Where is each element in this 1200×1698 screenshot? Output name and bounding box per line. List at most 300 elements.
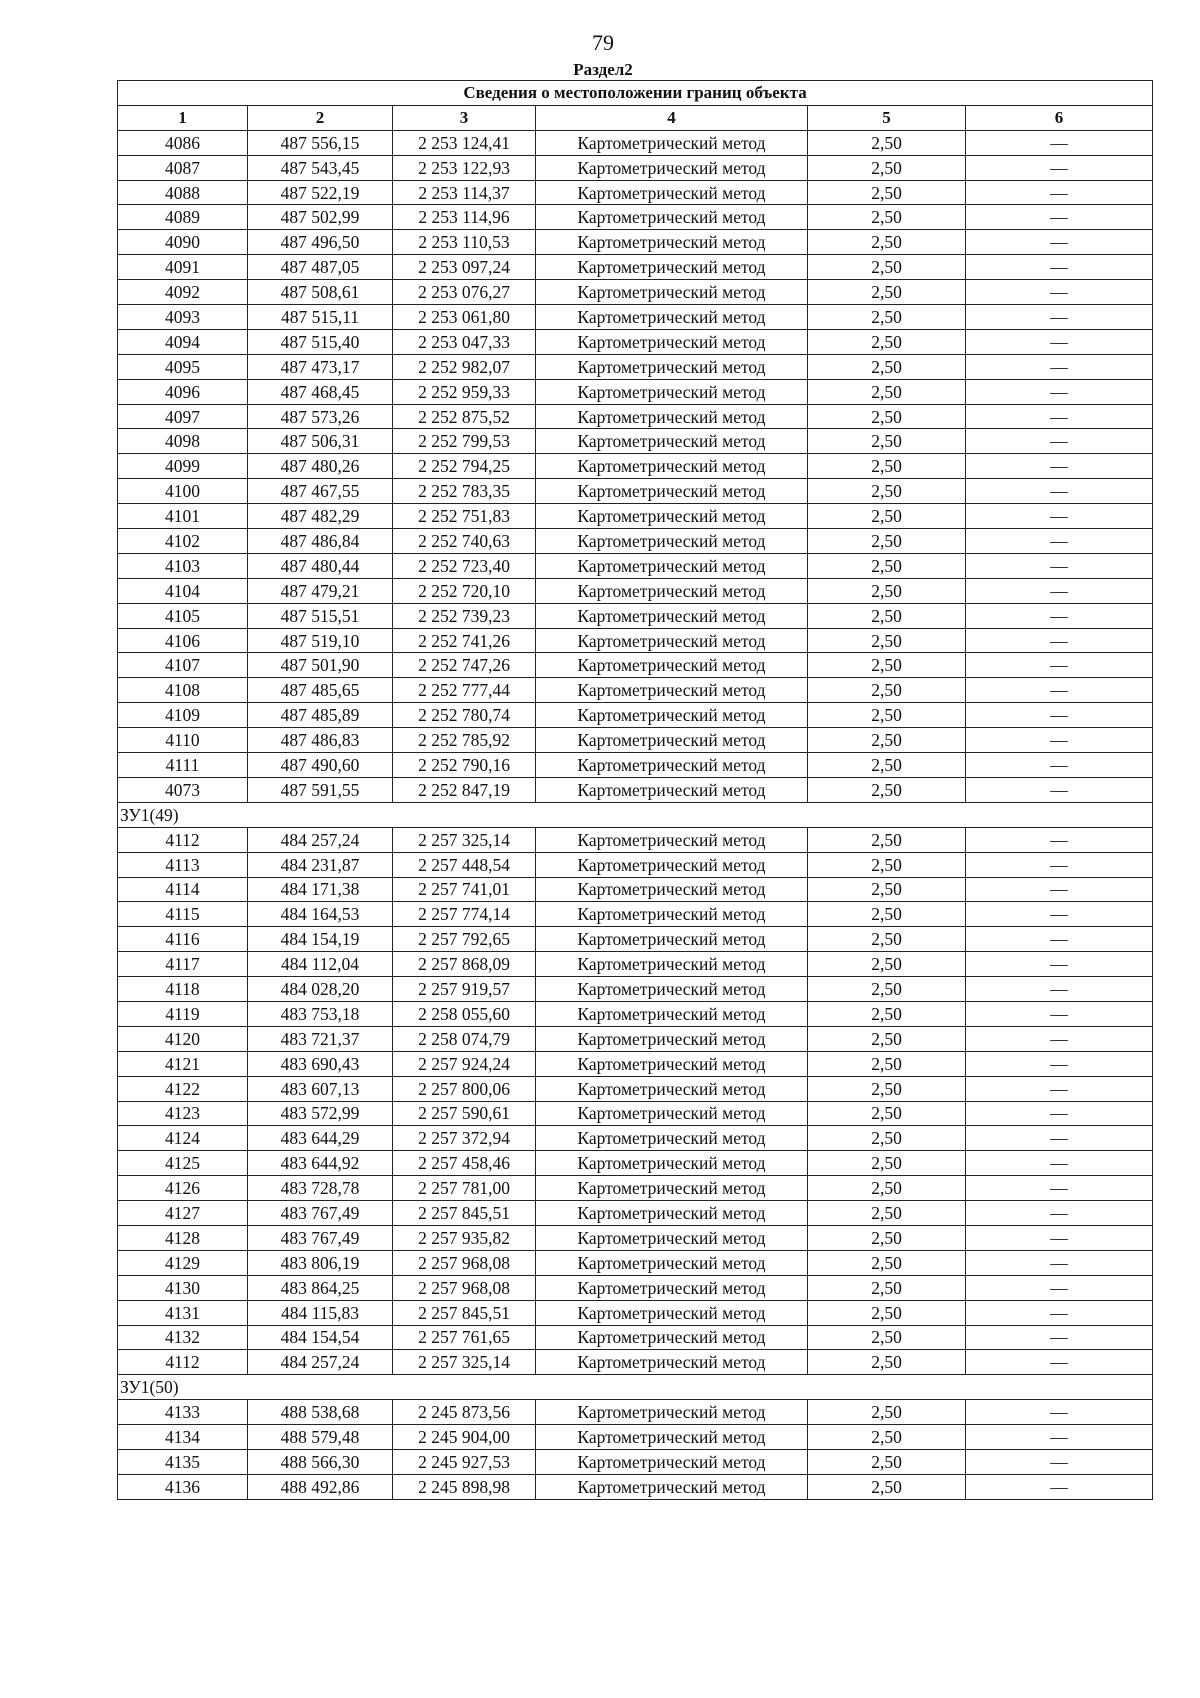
point-number-cell: 4106: [118, 628, 248, 653]
method-cell: Картометрический метод: [536, 1225, 808, 1250]
table-row: [118, 1350, 1153, 1375]
column-number: 4: [536, 105, 808, 130]
accuracy-cell: 2,50: [808, 578, 966, 603]
x-coordinate-cell: 487 543,45: [248, 155, 393, 180]
table-row: [118, 529, 1153, 554]
y-coordinate-cell: 2 245 898,98: [393, 1474, 536, 1499]
accuracy-cell: 2,50: [808, 1474, 966, 1499]
table-row: [118, 479, 1153, 504]
point-number-cell: 4110: [118, 728, 248, 753]
table-row: [118, 603, 1153, 628]
method-cell: Картометрический метод: [536, 130, 808, 155]
point-number-cell: 4105: [118, 603, 248, 628]
y-coordinate-cell: 2 245 904,00: [393, 1425, 536, 1450]
method-cell: Картометрический метод: [536, 877, 808, 902]
accuracy-cell: 2,50: [808, 255, 966, 280]
x-coordinate-cell: 487 480,26: [248, 454, 393, 479]
x-coordinate-cell: 487 515,40: [248, 329, 393, 354]
description-cell: —: [966, 429, 1153, 454]
y-coordinate-cell: 2 257 774,14: [393, 902, 536, 927]
point-number-cell: 4116: [118, 927, 248, 952]
description-cell: —: [966, 1176, 1153, 1201]
point-number-cell: 4124: [118, 1126, 248, 1151]
accuracy-cell: 2,50: [808, 628, 966, 653]
method-cell: Картометрический метод: [536, 927, 808, 952]
y-coordinate-cell: 2 253 097,24: [393, 255, 536, 280]
x-coordinate-cell: 484 257,24: [248, 1350, 393, 1375]
method-cell: Картометрический метод: [536, 255, 808, 280]
description-cell: —: [966, 1275, 1153, 1300]
parcel-group-label: ЗУ1(49): [118, 802, 1153, 827]
description-cell: —: [966, 728, 1153, 753]
description-cell: —: [966, 827, 1153, 852]
point-number-cell: 4121: [118, 1051, 248, 1076]
method-cell: Картометрический метод: [536, 180, 808, 205]
y-coordinate-cell: 2 257 919,57: [393, 977, 536, 1002]
x-coordinate-cell: 487 506,31: [248, 429, 393, 454]
y-coordinate-cell: 2 252 959,33: [393, 379, 536, 404]
description-cell: —: [966, 1449, 1153, 1474]
y-coordinate-cell: 2 253 076,27: [393, 280, 536, 305]
accuracy-cell: 2,50: [808, 429, 966, 454]
column-number-row: [118, 105, 1153, 130]
point-number-cell: 4118: [118, 977, 248, 1002]
x-coordinate-cell: 483 607,13: [248, 1076, 393, 1101]
point-number-cell: 4133: [118, 1400, 248, 1425]
y-coordinate-cell: 2 252 723,40: [393, 553, 536, 578]
point-number-cell: 4125: [118, 1151, 248, 1176]
table-row: [118, 379, 1153, 404]
x-coordinate-cell: 483 572,99: [248, 1101, 393, 1126]
accuracy-cell: 2,50: [808, 1275, 966, 1300]
method-cell: Картометрический метод: [536, 205, 808, 230]
point-number-cell: 4111: [118, 753, 248, 778]
description-cell: —: [966, 180, 1153, 205]
accuracy-cell: 2,50: [808, 703, 966, 728]
point-number-cell: 4113: [118, 852, 248, 877]
point-number-cell: 4132: [118, 1325, 248, 1350]
table-row: [118, 1275, 1153, 1300]
parcel-group-row: [118, 802, 1153, 827]
accuracy-cell: 2,50: [808, 553, 966, 578]
x-coordinate-cell: 484 257,24: [248, 827, 393, 852]
y-coordinate-cell: 2 257 800,06: [393, 1076, 536, 1101]
x-coordinate-cell: 487 522,19: [248, 180, 393, 205]
table-row: [118, 130, 1153, 155]
y-coordinate-cell: 2 252 740,63: [393, 529, 536, 554]
accuracy-cell: 2,50: [808, 130, 966, 155]
y-coordinate-cell: 2 245 873,56: [393, 1400, 536, 1425]
table-row: [118, 827, 1153, 852]
x-coordinate-cell: 487 515,51: [248, 603, 393, 628]
point-number-cell: 4100: [118, 479, 248, 504]
method-cell: Картометрический метод: [536, 479, 808, 504]
description-cell: —: [966, 877, 1153, 902]
description-cell: —: [966, 1026, 1153, 1051]
method-cell: Картометрический метод: [536, 529, 808, 554]
table-caption-row: [118, 81, 1153, 106]
table-row: [118, 1101, 1153, 1126]
table-row: [118, 1400, 1153, 1425]
table-row: [118, 1126, 1153, 1151]
method-cell: Картометрический метод: [536, 429, 808, 454]
description-cell: —: [966, 1425, 1153, 1450]
method-cell: Картометрический метод: [536, 404, 808, 429]
point-number-cell: 4087: [118, 155, 248, 180]
x-coordinate-cell: 483 690,43: [248, 1051, 393, 1076]
accuracy-cell: 2,50: [808, 728, 966, 753]
point-number-cell: 4097: [118, 404, 248, 429]
x-coordinate-cell: 488 566,30: [248, 1449, 393, 1474]
point-number-cell: 4130: [118, 1275, 248, 1300]
accuracy-cell: 2,50: [808, 529, 966, 554]
y-coordinate-cell: 2 252 847,19: [393, 777, 536, 802]
table-row: [118, 205, 1153, 230]
accuracy-cell: 2,50: [808, 827, 966, 852]
accuracy-cell: 2,50: [808, 1250, 966, 1275]
table-row: [118, 1325, 1153, 1350]
point-number-cell: 4093: [118, 305, 248, 330]
accuracy-cell: 2,50: [808, 927, 966, 952]
accuracy-cell: 2,50: [808, 1225, 966, 1250]
description-cell: —: [966, 379, 1153, 404]
method-cell: Картометрический метод: [536, 952, 808, 977]
description-cell: —: [966, 902, 1153, 927]
point-number-cell: 4135: [118, 1449, 248, 1474]
description-cell: —: [966, 777, 1153, 802]
method-cell: Картометрический метод: [536, 852, 808, 877]
point-number-cell: 4134: [118, 1425, 248, 1450]
table-row: [118, 877, 1153, 902]
accuracy-cell: 2,50: [808, 952, 966, 977]
accuracy-cell: 2,50: [808, 230, 966, 255]
y-coordinate-cell: 2 257 935,82: [393, 1225, 536, 1250]
table-row: [118, 454, 1153, 479]
table-row: [118, 1425, 1153, 1450]
x-coordinate-cell: 487 482,29: [248, 504, 393, 529]
method-cell: Картометрический метод: [536, 280, 808, 305]
method-cell: Картометрический метод: [536, 230, 808, 255]
accuracy-cell: 2,50: [808, 1350, 966, 1375]
point-number-cell: 4094: [118, 329, 248, 354]
point-number-cell: 4117: [118, 952, 248, 977]
table-row: [118, 1201, 1153, 1226]
x-coordinate-cell: 484 028,20: [248, 977, 393, 1002]
x-coordinate-cell: 487 485,89: [248, 703, 393, 728]
y-coordinate-cell: 2 257 741,01: [393, 877, 536, 902]
x-coordinate-cell: 483 644,29: [248, 1126, 393, 1151]
y-coordinate-cell: 2 253 124,41: [393, 130, 536, 155]
method-cell: Картометрический метод: [536, 1275, 808, 1300]
point-number-cell: 4128: [118, 1225, 248, 1250]
description-cell: —: [966, 1101, 1153, 1126]
x-coordinate-cell: 483 767,49: [248, 1225, 393, 1250]
point-number-cell: 4095: [118, 354, 248, 379]
y-coordinate-cell: 2 257 458,46: [393, 1151, 536, 1176]
point-number-cell: 4092: [118, 280, 248, 305]
description-cell: —: [966, 230, 1153, 255]
y-coordinate-cell: 2 252 875,52: [393, 404, 536, 429]
description-cell: —: [966, 603, 1153, 628]
y-coordinate-cell: 2 252 720,10: [393, 578, 536, 603]
point-number-cell: 4098: [118, 429, 248, 454]
y-coordinate-cell: 2 257 924,24: [393, 1051, 536, 1076]
y-coordinate-cell: 2 252 783,35: [393, 479, 536, 504]
point-number-cell: 4073: [118, 777, 248, 802]
description-cell: —: [966, 1350, 1153, 1375]
table-row: [118, 653, 1153, 678]
table-row: [118, 977, 1153, 1002]
x-coordinate-cell: 484 154,54: [248, 1325, 393, 1350]
description-cell: —: [966, 529, 1153, 554]
table-row: [118, 1151, 1153, 1176]
x-coordinate-cell: 483 728,78: [248, 1176, 393, 1201]
description-cell: —: [966, 1001, 1153, 1026]
point-number-cell: 4089: [118, 205, 248, 230]
table-row: [118, 777, 1153, 802]
accuracy-cell: 2,50: [808, 329, 966, 354]
boundary-coordinates-table: [117, 80, 1153, 1500]
x-coordinate-cell: 484 231,87: [248, 852, 393, 877]
method-cell: Картометрический метод: [536, 1051, 808, 1076]
y-coordinate-cell: 2 252 785,92: [393, 728, 536, 753]
method-cell: Картометрический метод: [536, 1076, 808, 1101]
description-cell: —: [966, 678, 1153, 703]
description-cell: —: [966, 703, 1153, 728]
accuracy-cell: 2,50: [808, 1051, 966, 1076]
point-number-cell: 4099: [118, 454, 248, 479]
parcel-group-row: [118, 1375, 1153, 1400]
description-cell: —: [966, 1225, 1153, 1250]
point-number-cell: 4109: [118, 703, 248, 728]
y-coordinate-cell: 2 257 761,65: [393, 1325, 536, 1350]
table-row: [118, 852, 1153, 877]
point-number-cell: 4088: [118, 180, 248, 205]
x-coordinate-cell: 487 485,65: [248, 678, 393, 703]
x-coordinate-cell: 484 112,04: [248, 952, 393, 977]
point-number-cell: 4112: [118, 1350, 248, 1375]
y-coordinate-cell: 2 253 122,93: [393, 155, 536, 180]
method-cell: Картометрический метод: [536, 155, 808, 180]
description-cell: —: [966, 329, 1153, 354]
column-number: 5: [808, 105, 966, 130]
method-cell: Картометрический метод: [536, 678, 808, 703]
point-number-cell: 4120: [118, 1026, 248, 1051]
table-row: [118, 628, 1153, 653]
table-row: [118, 728, 1153, 753]
table-row: [118, 1076, 1153, 1101]
point-number-cell: 4107: [118, 653, 248, 678]
method-cell: Картометрический метод: [536, 305, 808, 330]
table-row: [118, 255, 1153, 280]
description-cell: —: [966, 1250, 1153, 1275]
accuracy-cell: 2,50: [808, 603, 966, 628]
table-row: [118, 1051, 1153, 1076]
method-cell: Картометрический метод: [536, 1474, 808, 1499]
description-cell: —: [966, 1400, 1153, 1425]
accuracy-cell: 2,50: [808, 379, 966, 404]
y-coordinate-cell: 2 258 055,60: [393, 1001, 536, 1026]
accuracy-cell: 2,50: [808, 280, 966, 305]
accuracy-cell: 2,50: [808, 877, 966, 902]
method-cell: Картометрический метод: [536, 1325, 808, 1350]
description-cell: —: [966, 628, 1153, 653]
accuracy-cell: 2,50: [808, 205, 966, 230]
description-cell: —: [966, 479, 1153, 504]
method-cell: Картометрический метод: [536, 628, 808, 653]
description-cell: —: [966, 1300, 1153, 1325]
section-title: Раздел2: [573, 60, 633, 79]
point-number-cell: 4104: [118, 578, 248, 603]
y-coordinate-cell: 2 257 448,54: [393, 852, 536, 877]
method-cell: Картометрический метод: [536, 1026, 808, 1051]
accuracy-cell: 2,50: [808, 1425, 966, 1450]
y-coordinate-cell: 2 252 799,53: [393, 429, 536, 454]
accuracy-cell: 2,50: [808, 1325, 966, 1350]
description-cell: —: [966, 155, 1153, 180]
accuracy-cell: 2,50: [808, 180, 966, 205]
table-row: [118, 1300, 1153, 1325]
accuracy-cell: 2,50: [808, 902, 966, 927]
y-coordinate-cell: 2 257 325,14: [393, 1350, 536, 1375]
description-cell: —: [966, 280, 1153, 305]
x-coordinate-cell: 487 468,45: [248, 379, 393, 404]
description-cell: —: [966, 1201, 1153, 1226]
x-coordinate-cell: 487 487,05: [248, 255, 393, 280]
y-coordinate-cell: 2 252 747,26: [393, 653, 536, 678]
x-coordinate-cell: 483 753,18: [248, 1001, 393, 1026]
method-cell: Картометрический метод: [536, 354, 808, 379]
method-cell: Картометрический метод: [536, 454, 808, 479]
y-coordinate-cell: 2 252 794,25: [393, 454, 536, 479]
table-row: [118, 1026, 1153, 1051]
description-cell: —: [966, 1076, 1153, 1101]
x-coordinate-cell: 484 171,38: [248, 877, 393, 902]
description-cell: —: [966, 653, 1153, 678]
x-coordinate-cell: 484 115,83: [248, 1300, 393, 1325]
table-row: [118, 280, 1153, 305]
point-number-cell: 4086: [118, 130, 248, 155]
x-coordinate-cell: 487 591,55: [248, 777, 393, 802]
x-coordinate-cell: 487 501,90: [248, 653, 393, 678]
x-coordinate-cell: 483 806,19: [248, 1250, 393, 1275]
y-coordinate-cell: 2 257 968,08: [393, 1250, 536, 1275]
accuracy-cell: 2,50: [808, 1449, 966, 1474]
table-row: [118, 703, 1153, 728]
description-cell: —: [966, 205, 1153, 230]
table-row: [118, 305, 1153, 330]
x-coordinate-cell: 484 154,19: [248, 927, 393, 952]
table-row: [118, 155, 1153, 180]
y-coordinate-cell: 2 245 927,53: [393, 1449, 536, 1474]
x-coordinate-cell: 483 721,37: [248, 1026, 393, 1051]
method-cell: Картометрический метод: [536, 1201, 808, 1226]
table-row: [118, 404, 1153, 429]
y-coordinate-cell: 2 252 777,44: [393, 678, 536, 703]
description-cell: —: [966, 927, 1153, 952]
table-row: [118, 354, 1153, 379]
parcel-group-label: ЗУ1(50): [118, 1375, 1153, 1400]
x-coordinate-cell: 487 480,44: [248, 553, 393, 578]
method-cell: Картометрический метод: [536, 1300, 808, 1325]
table-body: [118, 81, 1153, 1500]
accuracy-cell: 2,50: [808, 504, 966, 529]
y-coordinate-cell: 2 252 739,23: [393, 603, 536, 628]
table-row: [118, 927, 1153, 952]
table-row: [118, 678, 1153, 703]
accuracy-cell: 2,50: [808, 1101, 966, 1126]
method-cell: Картометрический метод: [536, 553, 808, 578]
description-cell: —: [966, 852, 1153, 877]
accuracy-cell: 2,50: [808, 454, 966, 479]
method-cell: Картометрический метод: [536, 329, 808, 354]
x-coordinate-cell: 487 502,99: [248, 205, 393, 230]
y-coordinate-cell: 2 257 372,94: [393, 1126, 536, 1151]
description-cell: —: [966, 1051, 1153, 1076]
method-cell: Картометрический метод: [536, 504, 808, 529]
method-cell: Картометрический метод: [536, 728, 808, 753]
method-cell: Картометрический метод: [536, 1151, 808, 1176]
accuracy-cell: 2,50: [808, 1176, 966, 1201]
table-row: [118, 753, 1153, 778]
table-row: [118, 553, 1153, 578]
point-number-cell: 4127: [118, 1201, 248, 1226]
point-number-cell: 4126: [118, 1176, 248, 1201]
column-number: 3: [393, 105, 536, 130]
point-number-cell: 4112: [118, 827, 248, 852]
accuracy-cell: 2,50: [808, 404, 966, 429]
x-coordinate-cell: 483 767,49: [248, 1201, 393, 1226]
description-cell: —: [966, 454, 1153, 479]
description-cell: —: [966, 1126, 1153, 1151]
description-cell: —: [966, 130, 1153, 155]
column-number: 6: [966, 105, 1153, 130]
point-number-cell: 4103: [118, 553, 248, 578]
description-cell: —: [966, 504, 1153, 529]
y-coordinate-cell: 2 253 061,80: [393, 305, 536, 330]
point-number-cell: 4129: [118, 1250, 248, 1275]
table-row: [118, 230, 1153, 255]
accuracy-cell: 2,50: [808, 1400, 966, 1425]
table-row: [118, 1225, 1153, 1250]
accuracy-cell: 2,50: [808, 1151, 966, 1176]
table-row: [118, 902, 1153, 927]
table-row: [118, 329, 1153, 354]
x-coordinate-cell: 488 579,48: [248, 1425, 393, 1450]
accuracy-cell: 2,50: [808, 653, 966, 678]
accuracy-cell: 2,50: [808, 354, 966, 379]
description-cell: —: [966, 255, 1153, 280]
method-cell: Картометрический метод: [536, 653, 808, 678]
description-cell: —: [966, 553, 1153, 578]
method-cell: Картометрический метод: [536, 1425, 808, 1450]
y-coordinate-cell: 2 253 110,53: [393, 230, 536, 255]
x-coordinate-cell: 487 556,15: [248, 130, 393, 155]
x-coordinate-cell: 488 538,68: [248, 1400, 393, 1425]
description-cell: —: [966, 1474, 1153, 1499]
table-row: [118, 429, 1153, 454]
description-cell: —: [966, 578, 1153, 603]
accuracy-cell: 2,50: [808, 1026, 966, 1051]
column-number: 1: [118, 105, 248, 130]
y-coordinate-cell: 2 257 845,51: [393, 1201, 536, 1226]
description-cell: —: [966, 404, 1153, 429]
table-row: [118, 578, 1153, 603]
y-coordinate-cell: 2 257 845,51: [393, 1300, 536, 1325]
x-coordinate-cell: 484 164,53: [248, 902, 393, 927]
x-coordinate-cell: 487 486,83: [248, 728, 393, 753]
y-coordinate-cell: 2 257 781,00: [393, 1176, 536, 1201]
